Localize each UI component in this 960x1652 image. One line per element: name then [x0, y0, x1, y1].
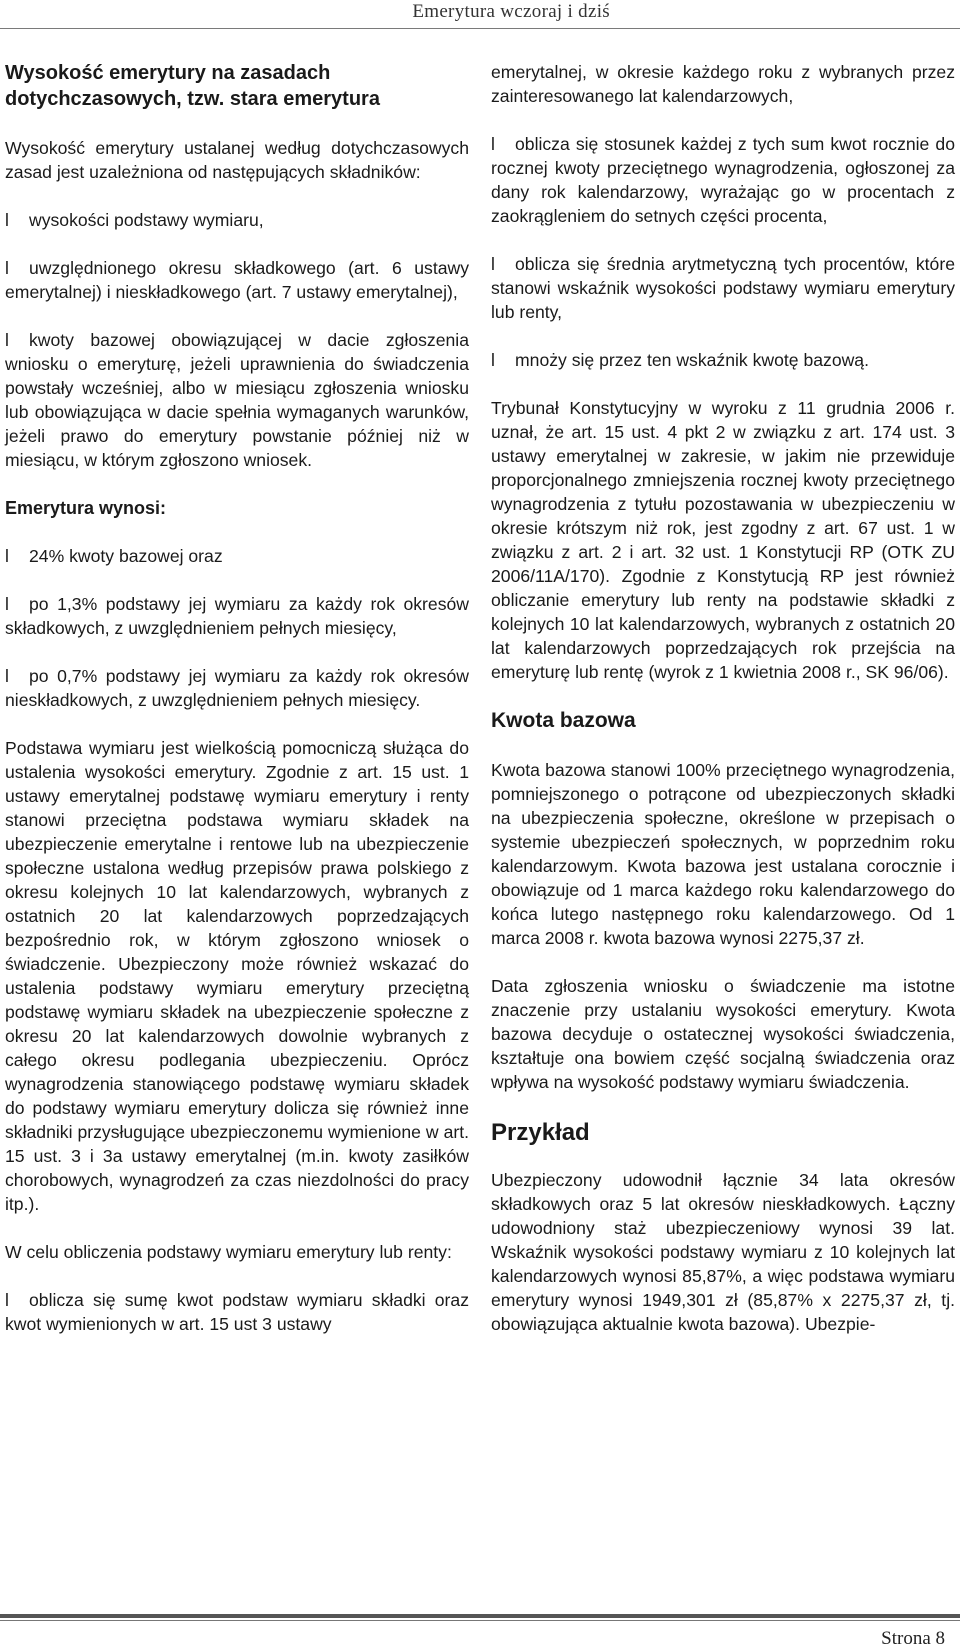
left-column: [5, 60, 469, 1596]
emerytura-wynosi-heading: Emerytura wynosi:: [5, 498, 167, 518]
obliczenie-item: [5, 1288, 469, 1336]
component-item: [5, 256, 469, 304]
component-text: kwoty bazowej obowiązującej w dacie zgłoszenia wniosku o emeryturę, jeżeli uprawnienia do świadczenia powstały wcześniej, albo w miesiącu zgłoszenia wniosku lub obowiązująca w dacie spełnia wymaganych warunków, jeżeli prawo do emerytury powstanie później niż w miesiącu, w którym zgłoszono wniosek.: [5, 330, 469, 470]
section-heading-stara-emerytura: Wysokość emerytury na zasadach dotychczasowych, tzw. stara emerytura: [5, 62, 380, 110]
przyklad-paragraph: Ubezpieczony udowodnił łącznie 34 lata okresów składkowych oraz 5 lat okresów nieskładkowych. Łączny udowodniony staż ubezpieczeniowy wynosi 39 lat. Wskaźnik wysokości podstawy wymiaru z 10 kolejnych lat kalendarzowych wynosi 85,87%, a więc podstawa wymiaru emerytury wynosi 1949,301 zł (85,87% x 2275,37 zł, tj. obowiązująca aktualnie kwota bazowa). Ubezpie-: [491, 1170, 955, 1334]
obliczenie-item-text: oblicza się sumę kwot podstaw wymiaru składki oraz kwot wymienionych w art. 15 ust 3 ustawy: [5, 1290, 469, 1334]
obliczenie-item-text: oblicza się średnia arytmetyczną tych procentów, które stanowi wskaźnik wysokości podstawy wymiaru emerytury lub renty,: [491, 254, 955, 322]
bullet-marker: l: [5, 594, 9, 614]
emerytura-item-text: 24% kwoty bazowej oraz: [29, 546, 223, 566]
emerytura-item-text: po 1,3% podstawy jej wymiaru za każdy rok okresów składkowych, z uwzględnieniem pełnych miesięcy,: [5, 594, 469, 638]
bullet-marker: l: [5, 210, 9, 230]
obliczenie-item-text: mnoży się przez ten wskaźnik kwotę bazową.: [515, 350, 869, 370]
component-text: uwzględnionego okresu składkowego (art. 6 ustawy emerytalnej) i nieskładkowego (art. 7 ustawy emerytalnej),: [5, 258, 469, 302]
obliczenie-item: [491, 252, 955, 324]
emerytura-item: [5, 592, 469, 640]
obliczenie-item: [491, 132, 955, 228]
bullet-marker: l: [5, 330, 9, 350]
continuation-paragraph: emerytalnej, w okresie każdego roku z wybranych przez zainteresowanego lat kalendarzowych,: [491, 62, 955, 106]
bullet-marker: l: [491, 254, 495, 274]
intro-paragraph: Wysokość emerytury ustalanej według dotychczasowych zasad jest uzależniona od następujących składników:: [5, 138, 469, 182]
obliczenie-intro-paragraph: W celu obliczenia podstawy wymiaru emerytury lub renty:: [5, 1242, 452, 1262]
bullet-marker: l: [491, 350, 495, 370]
component-text: wysokości podstawy wymiaru,: [29, 210, 264, 230]
obliczenie-item-text: oblicza się stosunek każdej z tych sum kwot rocznie do rocznej kwoty przeciętnego wynagrodzenia, ogłoszonej za dany rok kalendarzowy, wyrażając go w procentach z zaokrągleniem do setnych części procenta,: [491, 134, 955, 226]
emerytura-item-text: po 0,7% podstawy jej wymiaru za każdy rok okresów nieskładkowych, z uwzględnieniem pełnych miesięcy.: [5, 666, 469, 710]
obliczenie-item: [491, 348, 955, 372]
bullet-marker: l: [5, 546, 9, 566]
kwota-bazowa-heading: Kwota bazowa: [491, 709, 636, 732]
component-item: [5, 328, 469, 472]
emerytura-item: [5, 544, 469, 568]
przyklad-heading: Przykład: [491, 1119, 590, 1146]
bullet-marker: l: [5, 1290, 9, 1310]
emerytura-item: [5, 664, 469, 712]
trybunal-paragraph: Trybunał Konstytucyjny w wyroku z 11 grudnia 2006 r. uznał, że art. 15 ust. 4 pkt 2 w związku z art. 174 ust. 3 ustawy emerytalnej w zakresie, w jakim nie przewiduje proporcjonalnego zmniejszenia rocznej kwoty przeciętnego wynagrodzenia z tytułu pozostawania w ubezpieczeniu w okresie krótszym niż rok, jest zgodny z art. 67 ust. 1 w związku z art. 2 i art. 32 ust. 1 Konstytucji RP (OTK ZU 2006/11A/170). Zgodnie z Konstytucją RP jest również obliczanie emerytury lub renty na podstawie składki z kolejnych 10 lat kalendarzowych, wybranych z ostatnich 20 lat kalendarzowych poprzedzających rok przejścia na emeryturę lub rentę (wyrok z 1 kwietnia 2008 r., SK 96/06).: [491, 398, 955, 682]
data-zgloszenia-paragraph: Data zgłoszenia wniosku o świadczenie ma istotne znaczenie przy ustalaniu wysokości emerytury. Kwota bazowa decyduje o ostatecznej wysokości świadczenia, kształtuje ona bowiem część socjalną świadczenia oraz wpływa na wysokość podstawy wymiaru świadczenia.: [491, 976, 955, 1092]
header-rule: [0, 28, 960, 29]
footer-rule: [0, 1614, 960, 1618]
footer-rule-thin: [0, 1620, 960, 1621]
bullet-marker: l: [5, 258, 9, 278]
kwota-bazowa-paragraph: Kwota bazowa stanowi 100% przeciętnego wynagrodzenia, pomniejszonego o potrącone od ubezpieczonych składki na ubezpieczenia społeczne, określone w przepisach o systemie ubezpieczeń społecznych, w poprzednim roku kalendarzowym. Kwota bazowa jest ustalana corocznie i obowiązuje od 1 marca każdego roku kalendarzowego do końca lutego następnego roku kalendarzowego. Od 1 marca 2008 r. kwota bazowa wynosi 2275,37 zł.: [491, 760, 955, 948]
podstawa-wymiaru-paragraph: Podstawa wymiaru jest wielkością pomocniczą służąca do ustalenia wysokości emerytury. Zgodnie z art. 15 ust. 1 ustawy emerytalnej podstawę wymiaru emerytury i renty stanowi przeciętna podstawa wymiaru składek na ubezpieczenie emerytalne i rentowe lub na ubezpieczenie społeczne ustalona według przepisów prawa polskiego z okresu kolejnych 10 lat kalendarzowych, wybranych z ostatnich 20 lat kalendarzowych poprzedzających bezpośrednio rok, w którym zgłoszono wniosek o świadczenie. Ubezpieczony może również wskazać do ustalenia podstawy wymiaru emerytury przeciętną podstawę wymiaru składek na ubezpieczenie społeczne z okresu 20 lat kalendarzowych dowolnie wybranych z całego okresu podlegania ubezpieczeniu. Oprócz wynagrodzenia stanowiącego podstawę wymiaru składek do podstawy wymiaru emerytury dolicza się również inne składniki przysługujące ubezpieczonemu wymienione w art. 15 ust. 3 i 3a ustawy emerytalnej (m.in. kwoty zasiłków chorobowych, wynagrodzeń za czas niezdolności do pracy itp.).: [5, 738, 469, 1214]
page-number: Strona 8: [881, 1628, 945, 1649]
component-item: [5, 208, 469, 232]
running-header-title: Emerytura wczoraj i dziś: [412, 1, 610, 22]
right-column: [491, 60, 955, 1596]
bullet-marker: l: [491, 134, 495, 154]
bullet-marker: l: [5, 666, 9, 686]
